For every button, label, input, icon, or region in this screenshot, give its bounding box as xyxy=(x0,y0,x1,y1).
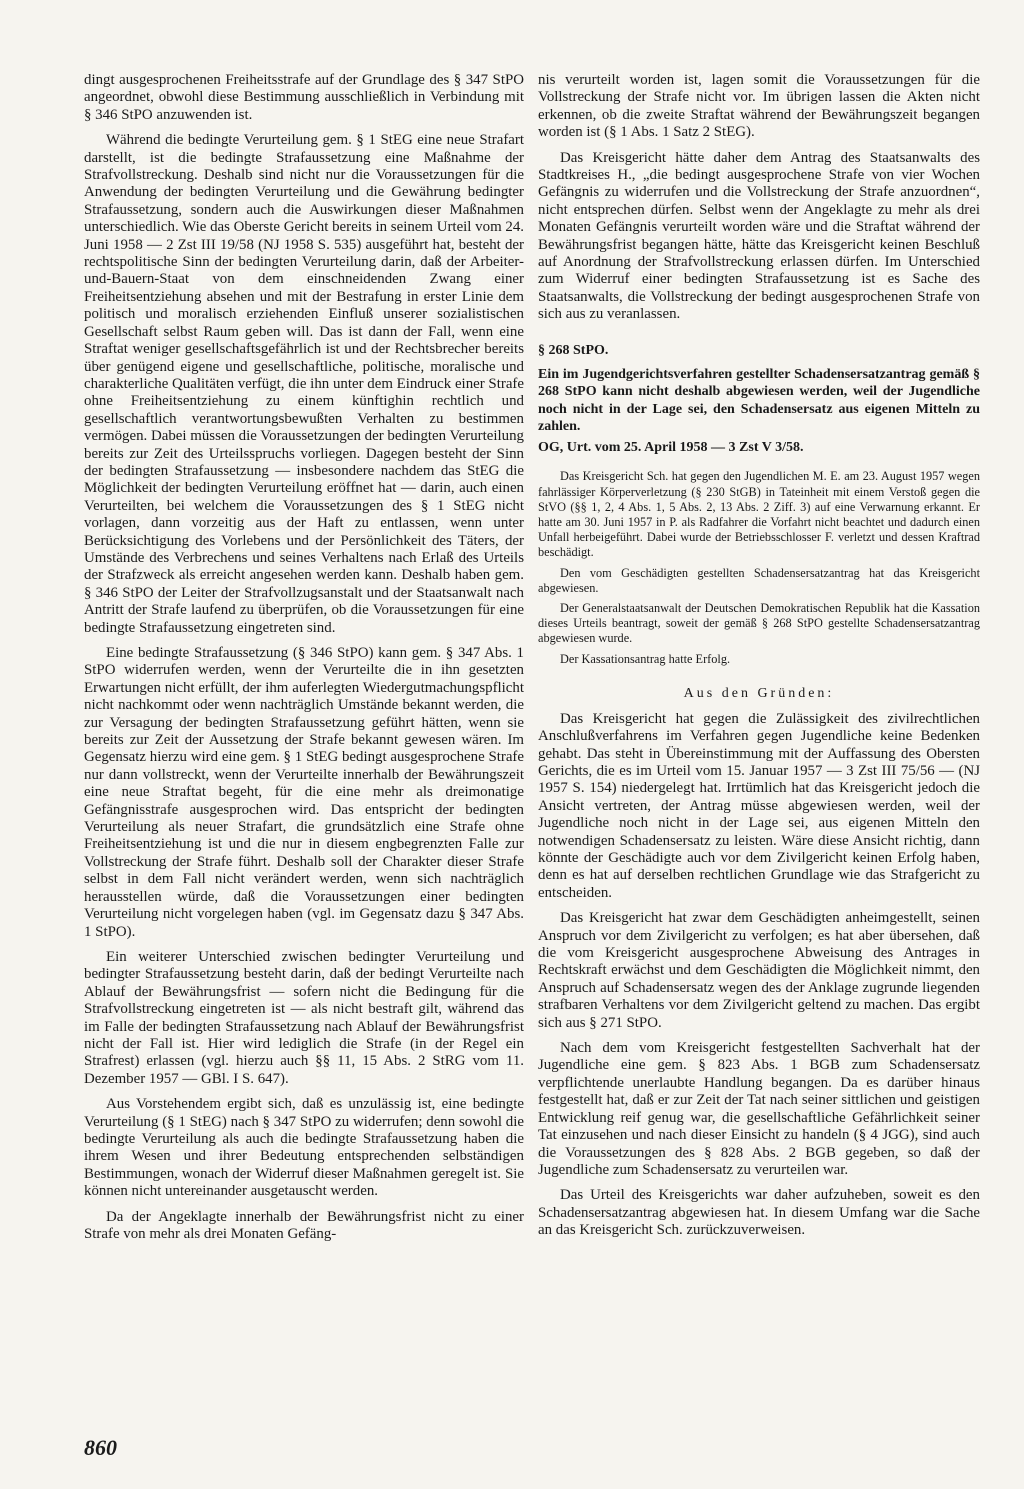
facts-paragraph: Der Generalstaatsanwalt der Deutschen Demokratischen Republik hat die Kassation dieses Urteils beantragt, soweit der gemäß § 268 StPO gestellte Schadensersatzantrag abgewiesen wurde. xyxy=(538,600,980,646)
paragraph: Während die bedingte Verurteilung gem. § 1 StEG eine neue Strafart darstellt, ist die bedingte Strafaussetzung eine Maßnahme der Strafvollstreckung. Deshalb sind nicht nur die Voraussetzungen für die Anwendung der bedingten Verurteilung und die Gewährung bedingter Strafaussetzung, sondern auch die Auswirkungen dieser Maßnahmen unterschiedlich. Wie das Oberste Gericht bereits in seinem Urteil vom 24. Juni 1958 — 2 Zst III 19/58 (NJ 1958 S. 535) ausgeführt hat, besteht der rechtspolitische Sinn der bedingten Verurteilung darin, daß der Arbeiter-und-Bauern-Staat von dem einschneidenden Zwang einer Freiheitsentziehung absehen und mit der Bestrafung in erster Linie dem politisch und moralisch erziehenden Einfluß unserer sozialistischen Gesellschaft selbst Raum geben will. Das ist dann der Fall, wenn eine Straftat weniger gesellschaftsgefährlich ist und der Rechtsbrecher bereits über genügend eigene und gesellschaftliche, politische, moralische und charakterliche Qualitäten verfügt, die ihn unter dem Eindruck einer Strafe ohne Freiheitsentziehung zu einem künftighin rechtlich und gesellschaftlich verantwortungsbewußten Verhalten zu bestimmen vermögen. Dabei müssen die Voraussetzungen der bedingten Verurteilung bereits zur Zeit des Urteilsspruchs vorliegen. Dagegen besteht der Sinn der bedingten Strafaussetzung — insbesondere nachdem das StEG die Möglichkeit der bedingten Verurteilung eröffnet hat — darin, auch einen Verurteilten, bei welchem die Voraussetzungen des § 1 StEG nicht vorlagen, dann vorzeitig aus der Haft zu entlassen, wenn unter Berücksichtigung des Vorlebens und der Persönlichkeit des Täters, der Umstände des Verbrechens und seines Verhaltens nach Erlaß des Urteils der Strafzweck als erreicht angesehen werden kann. Deshalb haben gem. § 346 StPO der Leiter der Strafvollzugsanstalt und der Staatsanwalt nach Antritt der Strafe laufend zu überprüfen, ob die Voraussetzungen für eine bedingte Strafaussetzung eingetreten sind. xyxy=(84,132,524,636)
paragraph: Das Kreisgericht hat gegen die Zulässigkeit des zivilrechtlichen Anschlußverfahrens im Verfahren gegen Jugendliche keine Bedenken gehabt. Das steht in Übereinstimmung mit der Auffassung des Obersten Gerichts, die es im Urteil vom 15. Januar 1957 — 3 Zst III 75/56 — (NJ 1957 S. 154) niedergelegt hat. Irrtümlich hat das Kreisgericht jedoch die Ansicht vertreten, der Antrag müsse abgewiesen werden, weil der Jugendliche noch nicht in der Lage sei, aus eigenen Mitteln den notwendigen Schadensersatz zu leisten. Wäre diese Ansicht richtig, dann könnte der Geschädigte auch vor dem Zivilgericht keinen Erfolg haben, denn es hat auf derselben rechtlichen Grundlage wie das Strafgericht zu entscheiden. xyxy=(538,710,980,901)
paragraph: dingt ausgesprochenen Freiheitsstrafe auf der Grundlage des § 347 StPO angeordnet, obwohl diese Bestimmung ausschließlich in Verbindung mit § 346 StPO anzuwenden ist. xyxy=(84,72,524,123)
case-citation: OG, Urt. vom 25. April 1958 — 3 Zst V 3/58. xyxy=(538,440,804,456)
page-number: 860 xyxy=(84,1435,117,1460)
right-column xyxy=(538,72,980,1248)
facts-paragraph: Der Kassationsantrag hatte Erfolg. xyxy=(560,651,731,666)
paragraph: Aus Vorstehendem ergibt sich, daß es unzulässig ist, eine bedingte Verurteilung (§ 1 StEG) nach § 347 StPO zu widerrufen; denn sowohl die bedingte Verurteilung als auch die bedingte Strafaussetzung haben die ihrem Wesen und ihrer Bedeutung entsprechenden selbständigen Bestimmungen, wonach der Widerruf dieser Maßnahmen geregelt ist. Sie können nicht untereinander ausgetauscht werden. xyxy=(84,1096,524,1200)
headnote: Ein im Jugendgerichtsverfahren gestellter Schadensersatzantrag gemäß § 268 StPO kann nicht deshalb abgewiesen werden, weil der Jugendliche noch nicht in der Lage sei, den Schadensersatz aus eigenen Mitteln zu zahlen. xyxy=(538,366,980,434)
paragraph: Das Kreisgericht hat zwar dem Geschädigten anheimgestellt, seinen Anspruch vor dem Zivilgericht zu verfolgen; es hat aber übersehen, daß die vom Kreisgericht ausgesprochene Abweisung des Antrages in Rechtskraft erwächst und dem Geschädigten die Möglichkeit nimmt, den Anspruch auf Schadensersatz wegen des der Anklage zugrunde liegenden strafbaren Verhaltens vor dem Zivilgericht geltend zu machen. Das ergibt sich aus § 271 StPO. xyxy=(538,910,980,1031)
paragraph: Ein weiterer Unterschied zwischen bedingter Verurteilung und bedingter Strafaussetzung besteht darin, daß der bedingt Verurteilte nach Ablauf der Bewährungsfrist — sofern nicht die Bedingung für die Strafvollstreckung eingetreten ist — als nicht bestraft gilt, während das im Falle der bedingten Strafaussetzung nach Ablauf der Bewährungsfrist nicht der Fall ist. Hier wird lediglich die Strafe (in der Regel ein Strafrest) erlassen (vgl. hierzu auch §§ 11, 15 Abs. 2 StRG vom 11. Dezember 1957 — GBl. I S. 647). xyxy=(84,948,524,1087)
paragraph: Da der Angeklagte innerhalb der Bewährungsfrist nicht zu einer Strafe von mehr als drei Monaten Gefäng- xyxy=(84,1208,524,1242)
paragraph: Das Kreisgericht hätte daher dem Antrag des Staatsanwalts des Stadtkreises H., „die bedingt ausgesprochene Strafe von vier Wochen Gefängnis zu widerrufen und die Vollstreckung der Strafe anzuordnen“, nicht entsprechen dürfen. Selbst wenn der Angeklagte zu mehr als drei Monaten Gefängnis verurteilt worden wäre und die Straftat während der Bewährungsfrist begangen hätte, hätte das Kreisgericht keinen Beschluß auf Anordnung der Strafvollstreckung erlassen dürfen. Im Unterschied zum Widerruf einer bedingten Strafaussetzung ist es Sache des Staatsanwalts, die Vollstreckung der bedingt ausgesprochenen Strafe von sich aus zu veranlassen. xyxy=(538,149,980,323)
section-title: § 268 StPO. xyxy=(538,342,609,358)
paragraph: nis verurteilt worden ist, lagen somit die Voraussetzungen für die Vollstreckung der Strafe nicht vor. Im übrigen lassen die Akten nicht erkennen, ob die zweite Straftat während der Bewährungszeit begangen worden ist (§ 1 Abs. 1 Satz 2 StEG). xyxy=(538,72,980,141)
facts-paragraph: Den vom Geschädigten gestellten Schadensersatzantrag hat das Kreisgericht abgewiesen. xyxy=(538,565,980,595)
paragraph: Eine bedingte Strafaussetzung (§ 346 StPO) kann gem. § 347 Abs. 1 StPO widerrufen werden, wenn der Verurteilte die in ihn gesetzten Erwartungen nicht erfüllt, der ihm auferlegten Wiedergutmachungspflicht nicht nachkommt oder wenn nachträglich Umstände bekannt werden, die zur Versagung der bedingten Strafaussetzung geführt hätten, wenn sie bereits zur Zeit der Aussetzung der Strafe bekannt gewesen wären. Im Gegensatz hierzu wird eine gem. § 1 StEG bedingt ausgesprochene Strafe nur dann vollstreckt, wenn der Verurteilte innerhalb der Bewährungszeit eine neue Straftat begeht, für die eine mehr als dreimonatige Gefängnisstrafe ausgesprochen wird. Das entspricht der bedingten Verurteilung als neuer Strafart, die grundsätzlich eine Strafe ohne Freiheitsentziehung ist und die nur in diesem engbegrenzten Falle zur Vollstreckung der Strafe führt. Deshalb soll der Charakter dieser Strafe selbst in dem Fall nicht verändert werden, wenn sich nachträglich herausstellen würde, daß die Voraussetzungen einer bedingten Verurteilung nicht vorgelegen haben (vgl. im Gegensatz dazu § 347 Abs. 1 StPO). xyxy=(84,645,524,940)
paragraph: Nach dem vom Kreisgericht festgestellten Sachverhalt hat der Jugendliche eine gem. § 823 Abs. 1 BGB zum Schadensersatz verpflichtende unerlaubte Handlung begangen. Da es darüber hinaus festgestellt hat, daß er zur Zeit der Tat nach seiner sittlichen und geistigen Entwicklung reif genug war, die gesellschaftliche Gefährlichkeit seiner Tat einzusehen und nach dieser Einsicht zu handeln (§ 4 JGG), sind auch die Voraussetzungen des § 828 Abs. 2 BGB gegeben, so daß der Jugendliche zum Schadensersatz zu verurteilen war. xyxy=(538,1040,980,1178)
reasons-heading: Aus den Gründen: xyxy=(683,685,835,701)
left-column xyxy=(84,72,524,1251)
facts-paragraph: Das Kreisgericht Sch. hat gegen den Jugendlichen M. E. am 23. August 1957 wegen fahrlässiger Körperverletzung (§ 230 StGB) in Tateinheit mit einem Verstoß gegen die StVO (§§ 1, 2, 4 Abs. 1, 5 Abs. 2, 13 Abs. 2 Ziff. 3) auf eine Verwarnung erkannt. Er hatte am 30. Juni 1957 in P. als Radfahrer die Vorfahrt nicht beachtet und dadurch einen Unfall herbeigeführt. Dabei wurde der Betriebsschlosser F. verletzt und dessen Kraftrad beschädigt. xyxy=(538,469,980,560)
paragraph: Das Urteil des Kreisgerichts war daher aufzuheben, soweit es den Schadensersatzantrag abgewiesen hat. In diesem Umfang war die Sache an das Kreisgericht Sch. zurückzuverweisen. xyxy=(538,1187,980,1239)
